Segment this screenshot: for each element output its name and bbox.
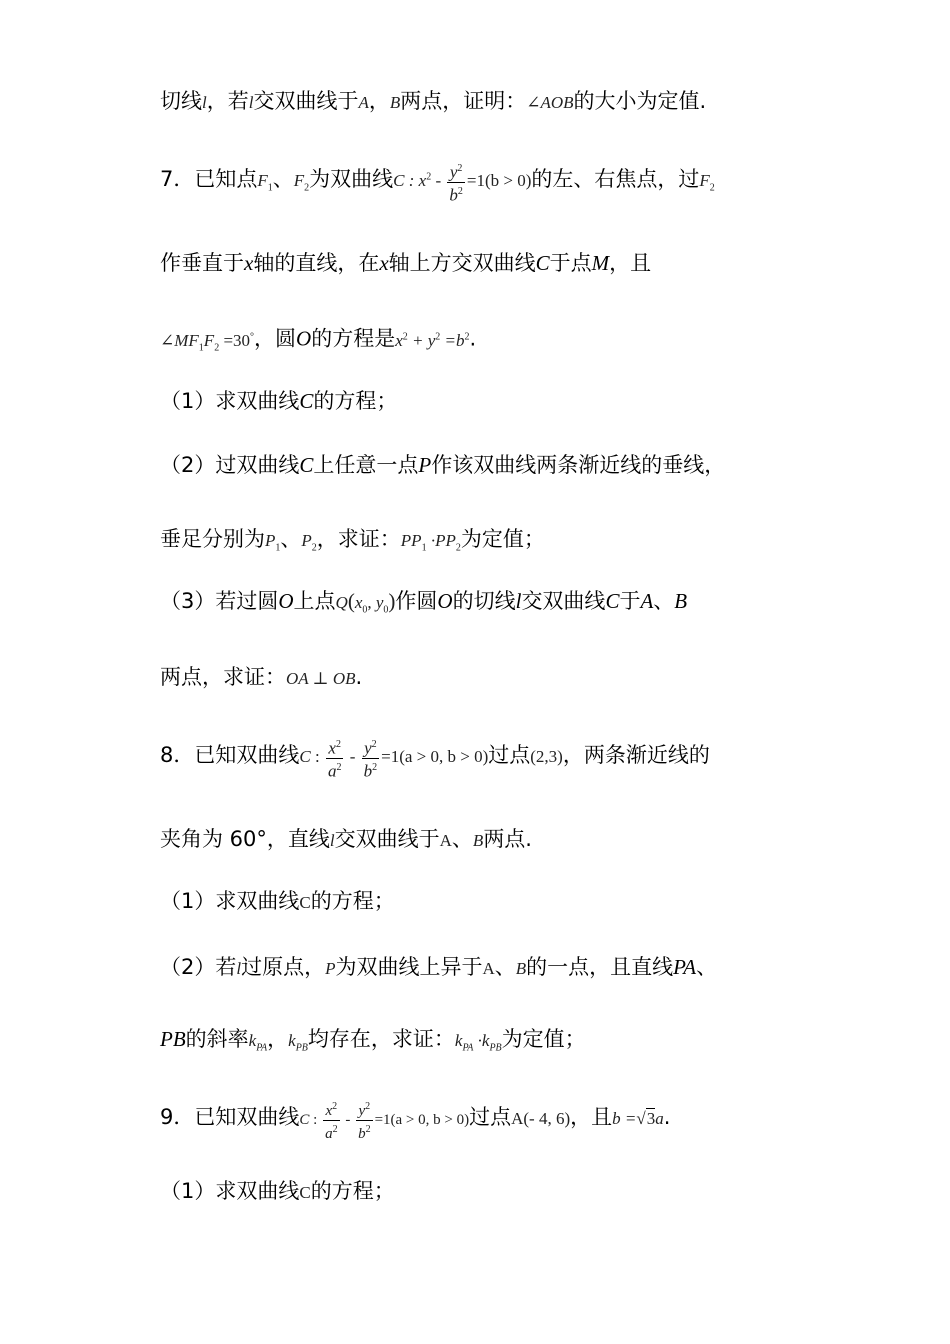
text: ，且 bbox=[570, 1104, 613, 1129]
math-l: l bbox=[329, 831, 335, 850]
math-x: x bbox=[379, 251, 389, 275]
math-m: M bbox=[591, 251, 610, 275]
math-angle-aob: ∠AOB bbox=[526, 93, 574, 112]
text: 过原点， bbox=[241, 955, 326, 979]
math-b: B bbox=[515, 959, 527, 978]
math-c: C bbox=[605, 589, 620, 613]
math-c: C bbox=[299, 893, 311, 912]
math-b: B bbox=[389, 93, 401, 112]
text: 为定值； bbox=[501, 1027, 586, 1051]
text: （1）求双曲线 bbox=[160, 389, 300, 413]
text: 交双曲线于 bbox=[253, 89, 359, 113]
text: 、 bbox=[653, 589, 675, 613]
math-c: C bbox=[535, 251, 550, 275]
text: （3）若过圆 bbox=[160, 589, 279, 613]
point-a: A(- 4, 6) bbox=[511, 1108, 571, 1128]
text: 作圆 bbox=[395, 589, 438, 613]
math-f2: $F_2$ bbox=[699, 171, 715, 194]
text: 夹角为 60°，直线 bbox=[160, 827, 330, 851]
math-a: A bbox=[640, 589, 654, 613]
text: （2）过双曲线 bbox=[160, 453, 300, 477]
q9-line1 bbox=[160, 1098, 782, 1143]
text: ，求证： bbox=[316, 527, 401, 551]
text: 、 bbox=[280, 527, 302, 551]
math-b: B bbox=[674, 589, 688, 613]
math-a: A bbox=[358, 93, 369, 112]
text: 的方程； bbox=[313, 389, 398, 413]
text: 上任意一点 bbox=[313, 453, 419, 477]
math-p: P bbox=[418, 453, 432, 477]
math-a: A bbox=[482, 959, 495, 978]
text: 过点 bbox=[488, 743, 531, 768]
q7-line1 bbox=[160, 160, 782, 204]
text: 于点 bbox=[549, 251, 592, 275]
text: 交双曲线于 bbox=[334, 827, 440, 851]
q7-line3 bbox=[160, 322, 782, 363]
text: 切线 bbox=[160, 89, 202, 113]
math-c: C bbox=[299, 389, 314, 413]
text: ，圆 bbox=[254, 326, 297, 351]
angle-condition: $\angle MF_1F_2 =30^\circ$ bbox=[160, 330, 255, 354]
q7-part2-line2 bbox=[160, 524, 782, 563]
text: . bbox=[355, 665, 363, 689]
q7-part3-line2 bbox=[160, 662, 782, 694]
text: （1）求双曲线 bbox=[160, 1179, 300, 1203]
q8-line1 bbox=[160, 736, 782, 780]
q8-line2 bbox=[160, 824, 782, 856]
text: 的切线 bbox=[452, 589, 516, 613]
math-o: O bbox=[296, 326, 312, 351]
q6-tail-line bbox=[160, 86, 782, 118]
text: 均存在，求证： bbox=[307, 1027, 455, 1051]
dot-product-expression: $PP_1 \cdot PP_2$ bbox=[400, 531, 461, 554]
text: . bbox=[663, 1104, 671, 1129]
math-o: O bbox=[437, 589, 453, 613]
text: 的斜率 bbox=[185, 1027, 249, 1051]
text: 为定值； bbox=[460, 527, 545, 551]
text: 上点 bbox=[293, 589, 336, 613]
q7-line2 bbox=[160, 248, 782, 278]
math-b: B bbox=[472, 831, 484, 850]
math-l: l bbox=[236, 959, 242, 978]
text: 作垂直于 bbox=[160, 251, 244, 275]
math-c: C bbox=[299, 1183, 311, 1202]
math-l: l bbox=[515, 589, 522, 613]
math-l: l bbox=[248, 93, 254, 112]
math-p1: $P_1$ bbox=[265, 531, 281, 554]
text: ，若 bbox=[206, 89, 249, 113]
text: 的方程； bbox=[310, 1179, 395, 1203]
math-x: x bbox=[244, 251, 254, 275]
hyperbola-equation: C : $\frac{x^2}{a^2}$ - $\frac{y^2}{b^2}$ =1(a > 0, b > 0) bbox=[299, 1112, 469, 1128]
math-p: P bbox=[325, 959, 336, 978]
math-f2: $F_2$ bbox=[293, 171, 310, 194]
text: ， bbox=[267, 1027, 289, 1051]
q7-part1 bbox=[160, 386, 782, 416]
text: 、 bbox=[451, 827, 473, 851]
q8-part2-line2 bbox=[160, 1024, 782, 1063]
hyperbola-equation: C : $x^2$ - $\frac{y^2}{b^2}$ =1(b > 0) bbox=[393, 171, 531, 190]
point: (2,3) bbox=[530, 747, 563, 767]
math-pa: PA bbox=[673, 955, 697, 979]
question-number: 8．已知双曲线 bbox=[160, 743, 300, 768]
text: ，且 bbox=[609, 251, 652, 275]
text: （2）若 bbox=[160, 955, 237, 979]
math-pb: PB bbox=[160, 1027, 186, 1051]
text: 的左、右焦点，过 bbox=[531, 167, 700, 192]
text: 为双曲线 bbox=[309, 167, 394, 192]
text: 、 bbox=[494, 955, 516, 979]
text: 轴的直线，在 bbox=[253, 251, 380, 275]
math-l: l bbox=[202, 93, 207, 112]
q9-part1 bbox=[160, 1176, 782, 1208]
text: （1）求双曲线 bbox=[160, 889, 300, 913]
q7-part3-line1 bbox=[160, 586, 782, 625]
hyperbola-equation: C : $\frac{x^2}{a^2}$ - $\frac{y^2}{b^2}$ =1(a > 0, b > 0) bbox=[299, 747, 488, 766]
text: 过点 bbox=[469, 1104, 512, 1129]
circle-equation: $x^2 + y^2 =b^2$ bbox=[395, 330, 470, 350]
text: ，两条渐近线的 bbox=[562, 743, 710, 768]
point-q: $Q(x_0$, $y_0$) bbox=[335, 589, 396, 616]
text: 两点，证明： bbox=[400, 89, 527, 113]
math-o: O bbox=[278, 589, 294, 613]
text: 的一点，且直线 bbox=[526, 955, 674, 979]
q8-part2-line1 bbox=[160, 952, 782, 984]
math-f1: $F_1$ bbox=[257, 171, 273, 194]
question-number: 9．已知双曲线 bbox=[160, 1104, 300, 1129]
text: 两点，求证： bbox=[160, 665, 286, 689]
math-p2: $P_2$ bbox=[301, 531, 317, 554]
q8-part1 bbox=[160, 886, 782, 918]
text: 两点. bbox=[483, 827, 532, 851]
text: 的方程； bbox=[310, 889, 395, 913]
text: 为双曲线上异于 bbox=[335, 955, 483, 979]
text: ， bbox=[368, 89, 390, 113]
slope-pa: $k_{PA}$ bbox=[248, 1031, 268, 1054]
text: 的大小为定值. bbox=[573, 89, 707, 113]
math-c: C bbox=[299, 453, 314, 477]
text: 、 bbox=[696, 955, 718, 979]
slope-product: $k_{PA} \cdot k_{PB}$ bbox=[454, 1031, 502, 1054]
text: . bbox=[469, 326, 477, 351]
math-a: A bbox=[439, 831, 452, 850]
question-number: 7．已知点 bbox=[160, 167, 258, 192]
condition-b: b =√3a bbox=[612, 1108, 664, 1128]
text: 的方程是 bbox=[311, 326, 396, 351]
q7-part2-line1 bbox=[160, 450, 782, 480]
text: 轴上方交双曲线 bbox=[388, 251, 536, 275]
perpendicular-expression: OA ⊥ OB bbox=[286, 669, 356, 688]
text: 作该双曲线两条渐近线的垂线， bbox=[431, 453, 726, 477]
slope-pb: $k_{PB}$ bbox=[288, 1031, 308, 1054]
text: 于 bbox=[619, 589, 641, 613]
text: 交双曲线 bbox=[521, 589, 606, 613]
text: 、 bbox=[272, 167, 294, 192]
text: 垂足分别为 bbox=[160, 527, 265, 551]
